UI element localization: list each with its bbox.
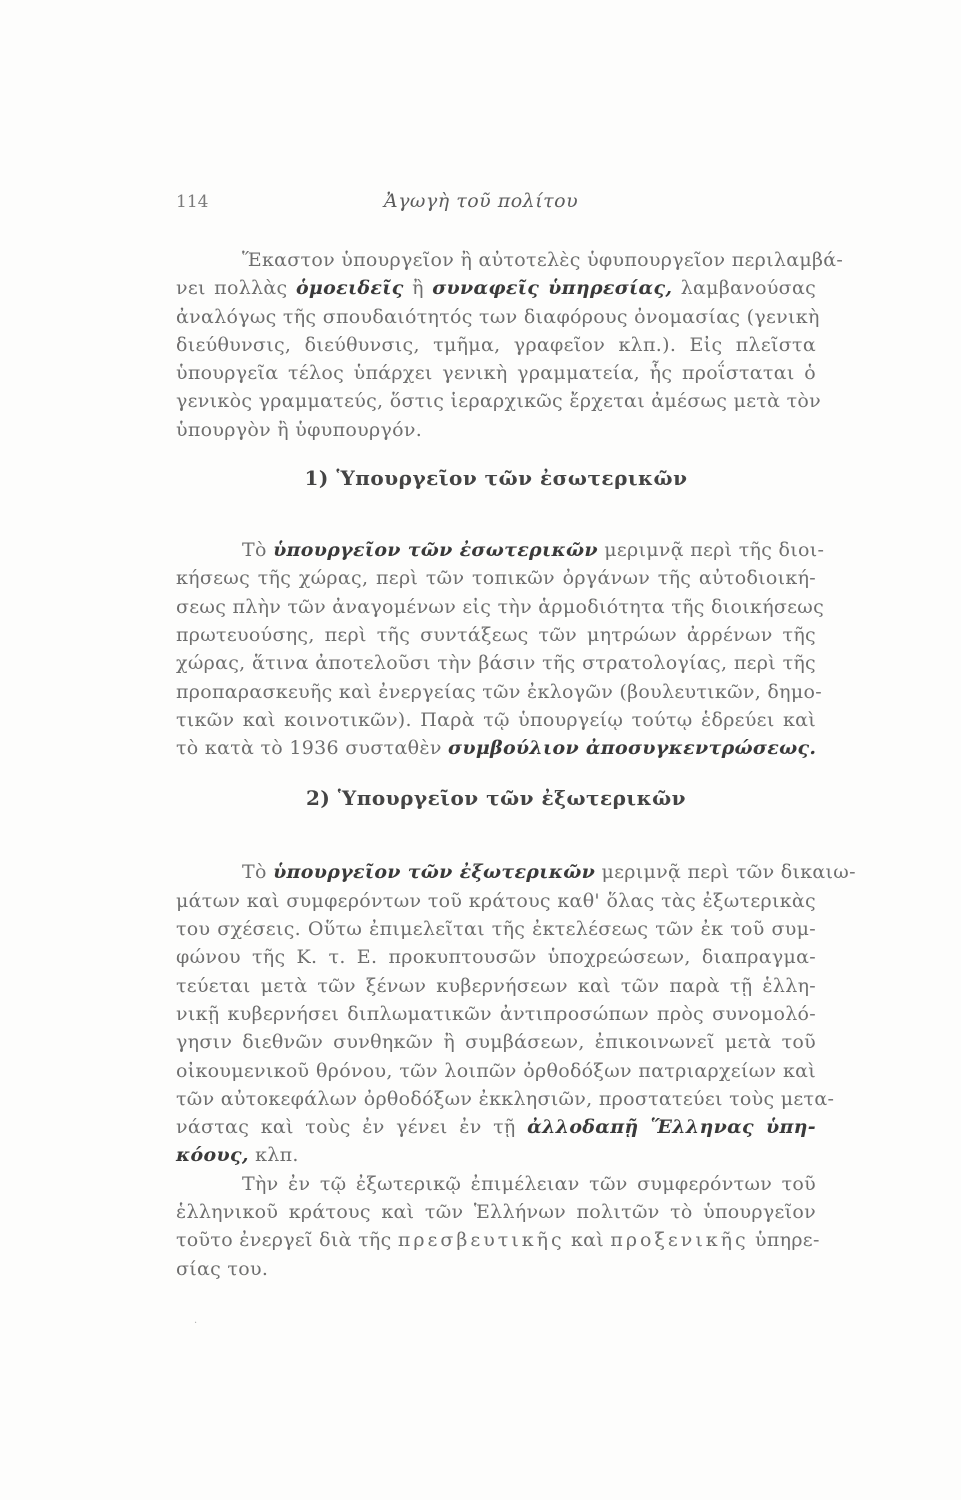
text-line (176, 1226, 820, 1254)
text-span: κλπ. (255, 1144, 299, 1167)
text-line: νικῇ κυβερνήσει διπλωματικῶν ἀντιπροσώπων πρὸς συνομολό- (176, 1002, 816, 1025)
emphasis: κόους, (176, 1144, 249, 1167)
emphasis: ὑπουργεῖον τῶν ἐσωτερικῶν (273, 539, 598, 562)
text-span: Τὸ (242, 861, 267, 884)
text-line: φώνου τῆς Κ. τ. Ε. προκυπτουσῶν ὑποχρεώσεων, διαπραγμα- (176, 946, 816, 969)
spaced-text: προξενικῆς (610, 1229, 749, 1252)
text-line (176, 536, 825, 564)
text-span: ὑπηρε- (755, 1229, 820, 1252)
text-span: μεριμνᾷ περὶ τῶν δικαιω- (601, 861, 856, 884)
text-line: γενικὸς γραμματεύς, ὅστις ἱεραρχικῶς ἔρχεται ἀμέσως μετὰ τὸν (176, 390, 822, 413)
spaced-text: πρεσβευτικῆς (397, 1229, 565, 1252)
text-span: νάστας καὶ τοὺς ἐν γένει ἐν τῇ (176, 1116, 516, 1139)
text-line: μάτων καὶ συμφερόντων τοῦ κράτους καθ' ὅλας τὰς ἐξωτερικὰς (176, 889, 816, 912)
text-line: Ἕκαστον ὑπουργεῖον ἢ αὐτοτελὲς ὑφυπουργεῖον περιλαμβά- (242, 249, 844, 271)
emphasis: ὁμοειδεῖς (295, 277, 404, 300)
emphasis: συναφεῖς ὑπηρεσίας, (432, 277, 673, 300)
text-line: σίας του. (176, 1257, 269, 1280)
text-line (176, 1141, 816, 1169)
text-line: ἑλληνικοῦ κράτους καὶ τῶν Ἑλλήνων πολιτῶν τὸ ὑπουργεῖον (176, 1201, 816, 1224)
section-heading-foreign: 2) Ὑπουργεῖον τῶν ἐξωτερικῶν (305, 786, 687, 811)
page-header (176, 190, 786, 212)
text-line: πρωτευούσης, περὶ τῆς συντάξεως τῶν μητρώων ἀρρένων τῆς (176, 623, 816, 646)
page-body (176, 246, 856, 1283)
text-span: τὸ κατὰ τὸ 1936 συσταθὲν (176, 737, 442, 760)
text-line: διεύθυνσις, διεύθυνσις, τμῆμα, γραφεῖον κλπ.). Εἰς πλεῖστα (176, 333, 816, 356)
text-line: τεύεται μετὰ τῶν ξένων κυβερνήσεων καὶ τῶν παρὰ τῇ ἑλλη- (176, 974, 816, 997)
text-line (176, 858, 856, 886)
text-span: μεριμνᾷ περὶ τῆς διοι- (604, 539, 825, 562)
page-number: 114 (176, 192, 209, 212)
intro-paragraph (176, 246, 844, 444)
section2-paragraph (176, 858, 856, 1282)
text-line: τῶν αὐτοκεφάλων ὀρθοδόξων ἐκκλησιῶν, προστατεύει τοὺς μετα- (176, 1087, 835, 1110)
text-line: ὑπουργὸν ἢ ὑφυπουργόν. (176, 418, 423, 441)
text-line: κήσεως τῆς χώρας, περὶ τῶν τοπικῶν ὀργάνων τῆς αὐτοδιοική- (176, 567, 816, 590)
text-span: νει πολλὰς (176, 277, 288, 300)
text-line: του σχέσεις. Οὕτω ἐπιμελεῖται τῆς ἐκτελέσεως τῶν ἐκ τοῦ συμ- (176, 918, 816, 941)
text-line: ἀναλόγως τῆς σπουδαιότητός των διαφόρους ὀνομασίας (γενικὴ (176, 305, 820, 328)
text-line: γησιν διεθνῶν συνθηκῶν ἢ συμβάσεων, ἐπικοινωνεῖ μετὰ τοῦ (176, 1031, 816, 1054)
text-line: σεως πλὴν τῶν ἀναγομένων εἰς τὴν ἁρμοδιότητα τῆς διοικήσεως (176, 595, 825, 618)
text-line: ὑπουργεῖα τέλος ὑπάρχει γενικὴ γραμματεία, ἧς προΐσταται ὁ (176, 362, 816, 385)
emphasis: ἀλλοδαπῇ Ἕλληνας ὑπη- (527, 1116, 816, 1139)
text-line (176, 1113, 816, 1141)
page-mark: · (194, 1318, 198, 1329)
text-line (176, 734, 816, 762)
text-span: ἢ (412, 277, 424, 300)
section-heading-interior: 1) Ὑπουργεῖον τῶν ἐσωτερικῶν (304, 466, 688, 491)
text-span: καὶ (570, 1229, 605, 1252)
text-line: τικῶν καὶ κοινοτικῶν). Παρὰ τῷ ὑπουργείῳ τούτῳ ἑδρεύει καὶ (176, 708, 816, 731)
section1-paragraph (176, 536, 825, 762)
text-span: τοῦτο ἐνεργεῖ διὰ τῆς (176, 1229, 392, 1252)
text-line: Τὴν ἐν τῷ ἐξωτερικῷ ἐπιμέλειαν τῶν συμφερόντων τοῦ (242, 1172, 816, 1195)
emphasis: ὑπουργεῖον τῶν ἐξωτερικῶν (273, 861, 596, 884)
running-title: Ἀγωγὴ τοῦ πολίτου (383, 190, 579, 212)
text-span: Τὸ (242, 539, 267, 562)
text-line: χώρας, ἅτινα ἀποτελοῦσι τὴν βάσιν τῆς στρατολογίας, περὶ τῆς (176, 652, 816, 675)
text-line: προπαρασκευῆς καὶ ἐνεργείας τῶν ἐκλογῶν (βουλευτικῶν, δημο- (176, 680, 822, 703)
text-line (176, 274, 816, 302)
text-line: οἰκουμενικοῦ θρόνου, τῶν λοιπῶν ὀρθοδόξων πατριαρχείων καὶ (176, 1059, 816, 1082)
emphasis: συμβούλιον ἀποσυγκεντρώσεως. (448, 737, 817, 760)
text-span: λαμβανούσας (680, 277, 817, 300)
